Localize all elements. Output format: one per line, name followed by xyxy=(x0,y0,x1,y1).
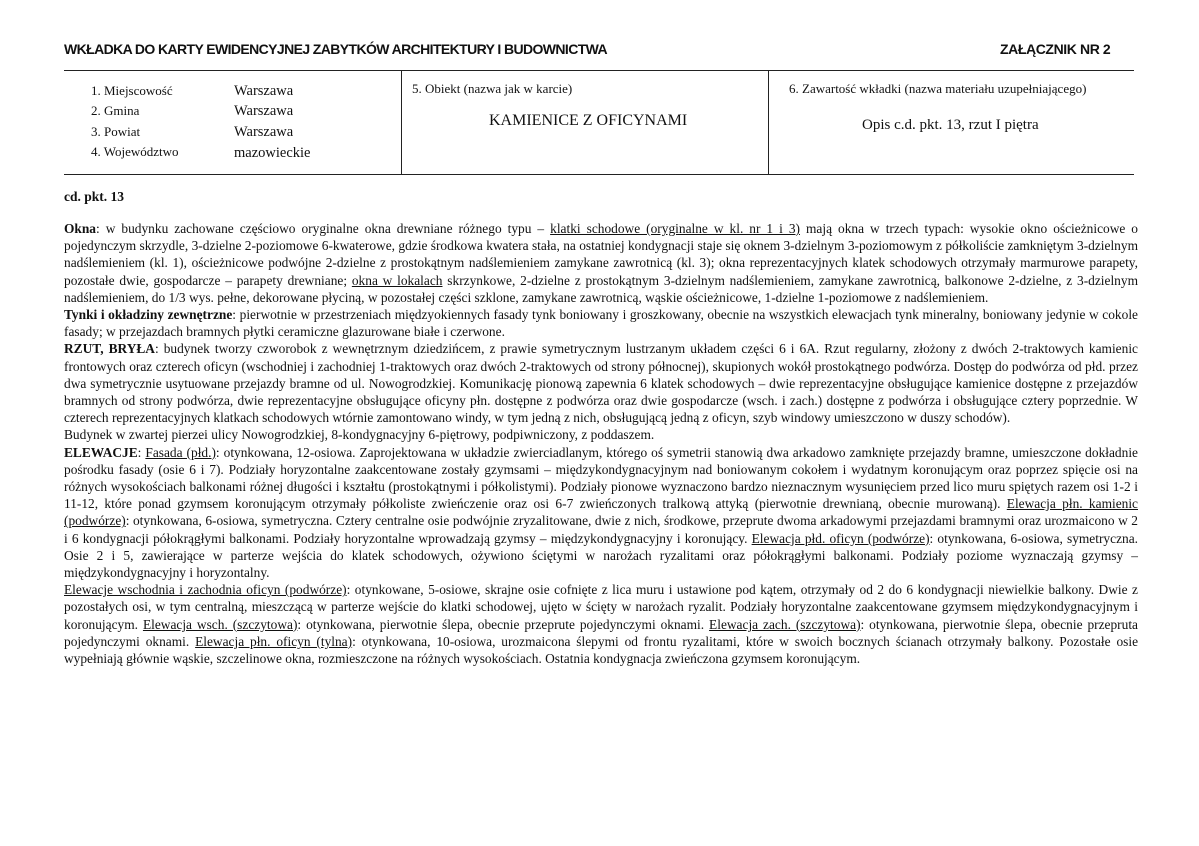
elewacje-label: ELEWACJE xyxy=(64,444,138,460)
value-miejscowosc: Warszawa xyxy=(234,83,294,99)
value-wojewodztwo: mazowieckie xyxy=(234,145,311,161)
contents-heading: 6. Zawartość wkładki (nazwa materiału uzupełniającego) xyxy=(789,81,1087,96)
paragraph-rzut xyxy=(64,340,1138,426)
value-powiat: Warszawa xyxy=(234,124,294,140)
object-heading: 5. Obiekt (nazwa jak w karcie) xyxy=(412,81,573,96)
value-gmina: Warszawa xyxy=(234,103,294,119)
okna-text-2: mają okna w trzech typach: wysokie okno ościeżnicowe o pojedynczym skrzydle, 3-dzielne 2-poziomowe 6-kwaterowe, gdzie środkowa kwatera stała, na ostatniej kondygnacji staje się oknem 3-dzielnym 3-poziomowym z półkoliście zamkniętym 3-dzielnym nadślemieniem (kl. 1), ościeżnicowe podwójne 2-dzielne z prostokątnym nadślemieniem zamykane zawrotnicą (kl. 3); okna reprezentacyjnych klatek schodowych otrzymały marmurowe parapety, pozostałe dwie, gospodarcze – parapety drewniane; xyxy=(64,221,1139,288)
elewacja-zach-szczytowa-text: : otynkowana, pierwotnie ślepa, obecnie przepruta pojedynczymi oknami. xyxy=(64,616,1138,649)
elewacja-tylna-text: : otynkowana, 10-osiowa, urozmaicona ślepymi od frontu ryzalitami, które w swoich bocznych ścianach otrzymały balkony. Pozostałe osie wypełniają głównie wąskie, szczelinowe okna, rozmieszczone na różnych wysokościach. Ostatnia kondygnacja zwieńczona gzymsem koronującym. xyxy=(64,633,1139,667)
paragraph-elewacje xyxy=(64,444,1138,582)
paragraph-elewacje-oficyn xyxy=(64,581,1138,667)
column-divider-1 xyxy=(401,70,402,174)
paragraph-okna xyxy=(64,220,1138,306)
okna-text-1: : w budynku zachowane częściowo oryginalne okna drewniane różnego typu – xyxy=(96,221,551,236)
elewacja-tylna-heading: Elewacja płn. oficyn (tylna) xyxy=(195,633,353,649)
header-top-rule xyxy=(64,70,1134,71)
fasada-heading: Fasada (płd.) xyxy=(145,444,216,460)
label-powiat: 3. Powiat xyxy=(91,124,141,139)
budynek-text: Budynek w zwartej pierzei ulicy Nowogrodzkiej, 8-kondygnacyjny 6-piętrowy, podpiwniczony, z poddaszem. xyxy=(64,427,655,443)
section-label: cd. pkt. 13 xyxy=(64,189,125,204)
object-name: KAMIENICE Z OFICYNAMI xyxy=(489,112,688,129)
elewacja-wsch-szczytowa-text: : otynkowana, pierwotnie ślepa, obecnie przeprute pojedynczymi oknami. xyxy=(297,616,710,632)
form-title: WKŁADKA DO KARTY EWIDENCYJNEJ ZABYTKÓW ARCHITEKTURY I BUDOWNICTWA xyxy=(64,41,608,57)
elewacja-pld-oficyn-heading: Elewacja płd. oficyn (podwórze) xyxy=(751,530,930,546)
okna-label: Okna xyxy=(64,221,97,236)
label-wojewodztwo: 4. Województwo xyxy=(91,144,179,159)
tynki-label: Tynki i okładziny zewnętrzne xyxy=(64,307,233,323)
elewacje-wsch-zach-text: : otynkowane, 5-osiowe, skrajne osie cofnięte z lica muru i ustawione pod kątem, otrzymały od 2 do 6 kondygnacji niewielkie balkony. Dwie z pozostałych osi, w tym centralną, mieszczącą w parterze wejście do klatki schodowej, ujęto w ścięty w narożach ryzalit. Podziały horyzontalne zaakcentowane gzymsem międzykondygnacyjnym i koronującym. xyxy=(64,582,1138,632)
header-bottom-rule xyxy=(64,174,1134,175)
label-miejscowosc: 1. Miejscowość xyxy=(91,83,173,98)
elewacje-wsch-zach-heading: Elewacje wschodnia i zachodnia oficyn (podwórze) xyxy=(64,582,347,598)
okna-link-klatki: klatki schodowe (oryginalne w kl. nr 1 i 3) xyxy=(550,221,800,236)
fasada-text: : otynkowana, 12-osiowa. Zaprojektowana w układzie zwierciadlanym, którego oś symetrii stanowią dwa arkadowo zamknięte przejazdy bramne, umieszczone dokładnie pośrodku fasady (osie 6 i 7). Podziały horyzontalne zaakcentowane zostały gzymsami – międzykondygnacyjnym nad boniowanym cokołem i wydatnym koronującym oraz poprzez spięcie osi na różnych wysokościach balkonami różnej długości i kształtu (prostokątnymi i półkolistymi). Podziały pionowe wyznaczono bardzo nieznacznym wysunięciem przed lico muru spiętych razem osi 1-2 i 11-12, które ponad gzymsem koronującym otrzymały półkoliste zwieńczenie oraz osi 6-7 zwieńczonych tralkową attyką (pierwotnie drewnianą, obecnie murowaną). xyxy=(64,444,1138,512)
contents-value: Opis c.d. pkt. 13, rzut I piętra xyxy=(862,117,1039,133)
elewacja-wsch-szczytowa-heading: Elewacja wsch. (szczytowa) xyxy=(142,616,298,632)
annex-number: ZAŁĄCZNIK NR 2 xyxy=(1000,41,1111,57)
elewacja-pld-oficyn-text: : otynkowana, 6-osiowa, symetryczna. Osie 2 i 5, zawierające w parterze wejścia do klatek schodowych, ożywiono ściętymi w narożach ryzalitami oraz półokrągłymi balkonami. Podziały poziome wyznaczają gzymsy – międzykondygnacyjny i horyzontalny. xyxy=(64,530,1138,581)
elewacje-sep: : xyxy=(137,444,146,460)
tynki-text: : pierwotnie w przestrzeniach międzyokiennych fasady tynk boniowany i groszkowany, obecnie na wszystkich elewacjach tynk mineralny, boniowany jedynie w cokole fasady; w przejazdach bramnych płytki ceramiczne glazurowane białe i czerwone. xyxy=(64,307,1138,340)
paragraph-budynek xyxy=(64,426,1138,443)
rzut-label: RZUT, BRYŁA xyxy=(64,341,155,357)
paragraph-tynki xyxy=(64,306,1138,340)
elewacja-zach-szczytowa-heading: Elewacja zach. (szczytowa) xyxy=(709,616,861,632)
elewacja-pln-kamienic-heading: Elewacja płn. kamienic (podwórze) xyxy=(64,496,1139,529)
okna-text-3: skrzynkowe, 2-dzielne z prostokątnym 3-dzielnym nadślemieniem, zamykane zawrotnicą, balkonowe 2-dzielne, z 3-dzielnym nadślemieniem, do 1/3 wys. pełne, dekorowane płyciną, w pozostałej części szklone, zamykane zawrotnicą, wąskie ościeżnicowe, 1-dzielne 1-poziomowe z nadślemieniem. xyxy=(64,272,1138,305)
okna-link-lokale: okna w lokalach xyxy=(351,272,443,288)
elewacja-pln-kamienic-text: : otynkowana, 6-osiowa, symetryczna. Cztery centralne osie podwójnie zryzalitowane, dwie z nich, środkowe, przeprute dwoma arkadowymi przejazdami bramnymi oraz urozmaicono w 2 i 6 kondygnacji półokrągłymi balkonami. Podziały horyzontalne wprowadzają gzymsy – międzykondygnacyjny i koronujący. xyxy=(64,513,1138,546)
label-gmina: 2. Gmina xyxy=(91,103,140,118)
description-body xyxy=(64,220,1138,667)
rzut-text: : budynek tworzy czworobok z wewnętrznym dziedzińcem, z prawie symetrycznym lustrzanym układem części 6 i 6A. Rzut regularny, złożony z dwóch 2-traktowych kamienic frontowych oraz czterech oficyn (wschodniej i zachodniej 1-traktowych oraz dwóch 2-traktowych od strony północnej), skupionych wokół prostokątnego podwórza. Dostęp do podwórza od płd. przez dwa symetrycznie usytuowane przejazdy bramne od ul. Nowogrodzkiej. Komunikację pionową zapewnia 6 klatek schodowych – dwie reprezentacyjne obsługujące kamienice dostępne z przejazdów bramnych od strony podwórza, dwie reprezentacyjne obsługujące oficyny płn. dostępne z podwórza oraz dwie gospodarcze (wsch. i zach.) dostępne z podwórza i obsługujące cztery poprzednie. W czterech reprezentacyjnych klatkach schodowych wtórnie zamontowano windy, w tym jedną z nich, obsługującą jedną z oficyn, szyb windowy umieszczono w duszy schodów). xyxy=(64,341,1138,426)
column-divider-2 xyxy=(768,70,769,174)
